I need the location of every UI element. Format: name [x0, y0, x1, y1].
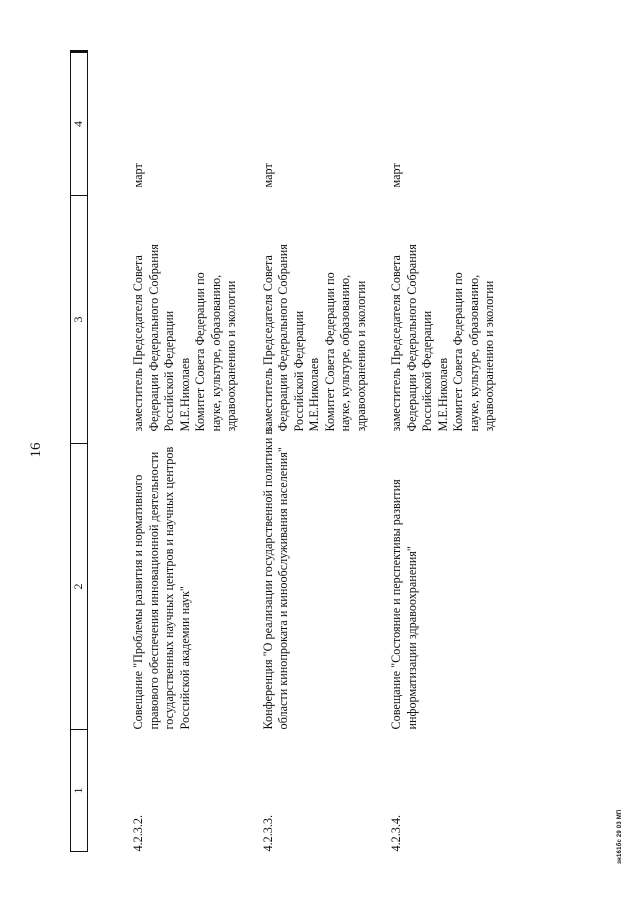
item-number: 4.2.3.3.: [260, 814, 275, 852]
event-term: март: [131, 163, 145, 188]
page-number: 16: [28, 442, 44, 458]
event-theme-line: правового обеспечения инновационной деятельности: [146, 451, 161, 730]
event-theme-line: Конференция "О реализации государственной политики в: [260, 428, 275, 730]
event-theme-line: Российской академии наук": [177, 586, 192, 730]
responsible-line: науке, культуре, образованию,: [338, 274, 352, 432]
responsible-line: здравоохранению и экологии: [224, 280, 238, 432]
responsible-line: М.Е.Николаев: [435, 357, 450, 432]
event-theme-line: информатизации здравоохранения": [404, 546, 419, 730]
column-header-4: 4: [71, 52, 88, 196]
responsible-line: заместитель Председателя Совета: [260, 255, 275, 432]
responsible-line: Комитет Совета Федерации по: [451, 272, 465, 432]
responsible-line: Комитет Совета Федерации по: [193, 272, 207, 432]
item-number: 4.2.3.2.: [131, 814, 145, 852]
column-header-1: 1: [71, 730, 88, 852]
responsible-line: заместитель Председателя Совета: [389, 255, 403, 432]
responsible-line: Комитет Совета Федерации по: [322, 272, 337, 432]
item-number: 4.2.3.4.: [389, 814, 403, 852]
responsible-party: [369, 196, 498, 444]
responsible-line: Федерации Федерального Собрания: [404, 244, 419, 432]
events-table: [70, 50, 498, 852]
responsible-line: М.Е.Николаев: [307, 357, 321, 432]
responsible-line: Федерации Федерального Собрания: [146, 244, 161, 432]
event-theme: [88, 444, 240, 730]
responsible-party: [88, 196, 240, 444]
responsible-line: заместитель Председателя Совета: [131, 255, 145, 432]
event-theme-line: Совещание "Состояние и перспективы развития: [389, 479, 403, 730]
print-code: зн161бс 29 03 МП: [617, 809, 623, 864]
column-number-header-row: [71, 52, 88, 852]
responsible-line: Российской Федерации: [420, 310, 434, 432]
event-term: март: [389, 163, 403, 188]
column-header-2: 2: [71, 444, 88, 730]
responsible-line: М.Е.Николаев: [177, 357, 192, 432]
column-header-3: 3: [71, 196, 88, 444]
event-theme: [240, 428, 370, 730]
table-row: [369, 52, 498, 852]
event-term: март: [260, 163, 275, 188]
event-theme-line: области кинопроката и кинообслуживания населения": [276, 447, 290, 730]
responsible-line: науке, культуре, образованию,: [466, 274, 481, 432]
table-row: [240, 52, 370, 852]
event-theme-line: государственных научных центров и научных центров: [162, 446, 176, 730]
responsible-line: здравоохранению и экологии: [482, 280, 496, 432]
event-theme: [369, 444, 498, 730]
table-row: [88, 52, 240, 852]
responsible-line: науке, культуре, образованию,: [208, 274, 223, 432]
responsible-line: здравоохранению и экологии: [353, 280, 368, 432]
responsible-party: [240, 196, 370, 444]
event-theme-line: Совещание "Проблемы развития и нормативного: [131, 474, 145, 730]
responsible-line: Российской Федерации: [162, 310, 176, 432]
responsible-line: Федерации Федерального Собрания: [276, 244, 290, 432]
responsible-line: Российской Федерации: [291, 310, 306, 432]
